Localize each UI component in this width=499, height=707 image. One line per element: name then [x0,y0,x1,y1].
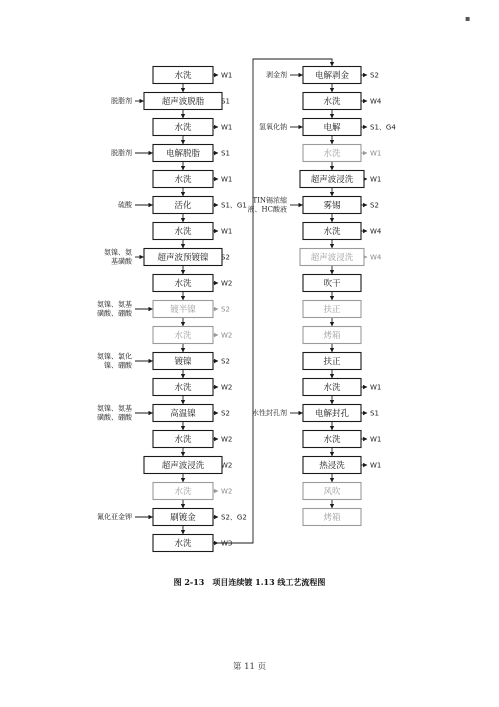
process-step-label: 热浸洗 [319,461,345,471]
process-step-label: 超声波脱脂 [161,97,205,107]
left-step-4 [111,145,230,162]
process-step-label: 水洗 [174,435,192,445]
emission-label: S1 [221,97,230,106]
process-step-label: 电解 [323,123,341,133]
emission-label: S2 [370,201,379,210]
right-step-4 [303,145,381,162]
process-step-label: 水洗 [174,383,192,393]
right-step-8 [300,249,382,266]
process-step-label: 水洗 [323,227,341,237]
process-step-label: 水洗 [323,435,341,445]
emission-label: S1、G4 [370,123,396,132]
right-step-17 [303,483,361,500]
left-step-2 [111,93,230,110]
emission-label: S2 [370,71,379,80]
right-step-10 [303,301,361,318]
emission-label: W2 [221,435,233,444]
input-material-label: 脱脂剂 [111,97,132,105]
input-material-label: 氨镍、氯化 [97,352,132,361]
process-step-label: 水洗 [174,175,192,185]
emission-label: S2 [221,253,230,262]
right-step-2 [303,93,382,110]
process-step-label: 水洗 [323,149,341,159]
process-step-label: 风吹 [323,487,341,497]
emission-label: W1 [370,383,382,392]
emission-label: S1、G1 [221,201,247,210]
input-material-label: 氨镍、氨基 [97,300,132,309]
input-material-label: 水性封孔剂 [252,409,287,417]
left-step-3 [153,119,232,136]
process-step-label: 水洗 [323,97,341,107]
input-material-label: 硫酸 [118,201,132,209]
left-step-5 [153,171,232,188]
process-step-label: 活化 [174,201,192,211]
left-step-7 [153,223,232,240]
input-material-label: 氢氧化钠 [259,123,287,131]
input-material-label: 磺酸、硼酸 [97,309,132,318]
emission-label: S2、G2 [221,513,247,522]
right-step-9 [303,275,361,292]
emission-label: W1 [221,175,233,184]
process-step-label: 超声波浸洗 [310,175,354,185]
process-step-label: 水洗 [174,227,192,237]
emission-label: W4 [370,97,382,106]
input-material-label: TIN锡浓缩 [252,196,287,205]
emission-label: W2 [221,331,233,340]
emission-label: W1 [221,227,233,236]
process-step-label: 镀镍 [174,357,192,367]
emission-label: S2 [221,357,230,366]
process-step-label: 烤箱 [323,513,341,523]
process-step-label: 水洗 [174,123,192,133]
process-step-label: 扶正 [323,305,341,315]
emission-label: W1 [370,149,382,158]
process-step-label: 镀半镍 [170,305,196,315]
input-material-label: 镍、硼酸 [104,361,132,370]
emission-label: W2 [221,461,233,470]
emission-label: W4 [370,253,382,262]
figure-caption: 图 2-13 项目连续镀 1.13 线工艺流程图 [173,577,326,587]
emission-label: S2 [221,409,230,418]
input-material-label: 磺酸、硼酸 [97,413,132,422]
right-step-5 [300,171,381,188]
emission-label: S1 [370,409,379,418]
right-step-11 [303,327,361,344]
process-step-label: 电解封孔 [314,409,350,419]
process-step-label: 电解脱脂 [165,149,201,159]
left-step-1 [153,67,232,84]
left-step-18 [97,509,247,526]
process-step-label: 刷镀金 [170,513,196,523]
process-step-label: 水洗 [174,539,192,549]
right-step-12 [303,353,361,370]
left-step-9 [153,275,232,292]
right-step-3 [259,119,396,136]
input-material-label: 氨镍、氨 [104,248,132,257]
input-material-label: 氰化亚金钾 [97,513,132,521]
process-step-label: 超声波预镀镍 [157,253,209,263]
corner-mark: ▪ [465,14,471,23]
input-material-label: 基磺酸 [111,257,132,266]
process-step-label: 电解剥金 [314,71,350,81]
left-step-14 [97,404,230,422]
process-step-label: 烤箱 [323,331,341,341]
emission-label: W2 [221,383,233,392]
input-material-label: 氨镍、氨基 [97,404,132,413]
emission-label: W1 [370,461,382,470]
right-step-7 [303,223,382,240]
left-step-13 [153,379,232,396]
page-number: 第 11 页 [232,662,267,672]
process-step-label: 超声波浸洗 [161,461,205,471]
left-step-15 [153,431,232,448]
process-step-label: 水洗 [174,331,192,341]
right-step-13 [303,379,381,396]
process-step-label: 高温镍 [170,409,196,419]
emission-label: W2 [221,279,233,288]
process-step-label: 雾锡 [323,201,341,211]
left-step-19 [153,535,232,552]
left-step-8 [104,248,230,266]
emission-label: W1 [221,71,233,80]
process-step-label: 水洗 [174,71,192,81]
right-step-16 [303,457,381,474]
right-step-15 [303,431,381,448]
process-step-label: 吹干 [323,279,341,289]
input-material-label: 脱脂剂 [111,149,132,157]
emission-label: W2 [221,487,233,496]
right-step-14 [252,405,379,422]
process-step-label: 水洗 [323,383,341,393]
process-step-label: 水洗 [174,279,192,289]
left-step-12 [97,352,230,370]
input-material-label: 剥金剂 [266,71,287,79]
process-step-label: 水洗 [174,487,192,497]
right-step-6 [248,196,379,214]
left-step-17 [153,483,232,500]
emission-label: W1 [370,435,382,444]
emission-label: W1 [370,175,382,184]
emission-label: S2 [221,305,230,314]
input-material-label: 液、HC酸液 [247,205,287,214]
emission-label: W4 [370,227,382,236]
process-step-label: 超声波浸洗 [310,253,354,263]
left-step-11 [153,327,232,344]
right-step-18 [303,509,361,526]
emission-label: W3 [221,539,233,548]
left-step-10 [97,300,230,318]
emission-label: S1 [221,149,230,158]
emission-label: W1 [221,123,233,132]
process-step-label: 扶正 [323,357,341,367]
left-step-16 [144,457,232,474]
